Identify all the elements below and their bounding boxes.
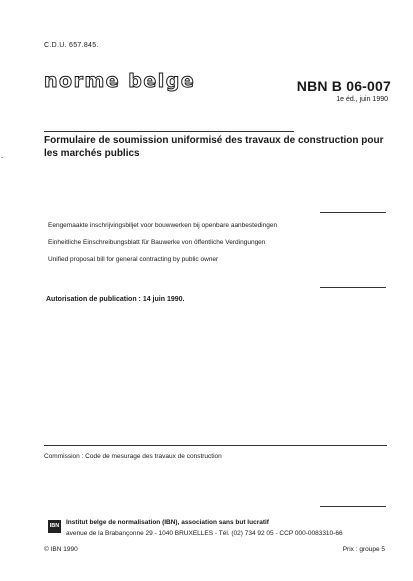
authorization-top-rule xyxy=(320,287,386,288)
price-group: Prix : groupe 5 xyxy=(342,546,385,553)
copyright: © IBN 1990 xyxy=(44,546,78,553)
commission-label: Commission : Code de mesurage des travaux de construction xyxy=(44,453,222,460)
institute-address: avenue de la Brabançonne 29 - 1040 BRUXELLES - Tél. (02) 734 92 05 - CCP 000-0083310-66 xyxy=(66,530,343,537)
institute-name: Institut belge de normalisation (IBN), association sans but lucratif xyxy=(66,519,269,526)
cdu-code: C.D.U. 657.845. xyxy=(44,42,99,49)
norme-belge-logo: norme belge xyxy=(44,70,196,92)
translation-dutch: Eengemaakte inschrijvingsbiljet voor bouwwerken bij openbare aanbestedingen xyxy=(48,222,278,229)
title-top-rule xyxy=(44,131,294,132)
publication-authorization: Autorisation de publication : 14 juin 1990. xyxy=(46,296,185,303)
footer-top-rule xyxy=(320,506,386,507)
translations-top-rule xyxy=(320,212,386,213)
commission-top-rule xyxy=(44,445,387,446)
ibn-logo: IBN xyxy=(48,520,61,533)
margin-mark: - xyxy=(1,155,3,161)
document-title: Formulaire de soumission uniformisé des travaux de construction pour les marchés publics xyxy=(44,135,384,159)
translation-german: Einheitliche Einschreibungsblatt für Bauwerke von öffentliche Verdingungen xyxy=(48,239,266,246)
edition-date: 1e éd., juin 1990 xyxy=(336,96,388,103)
translation-english: Unified proposal bill for general contracting by public owner xyxy=(48,256,219,263)
standard-number: NBN B 06-007 xyxy=(296,78,391,94)
